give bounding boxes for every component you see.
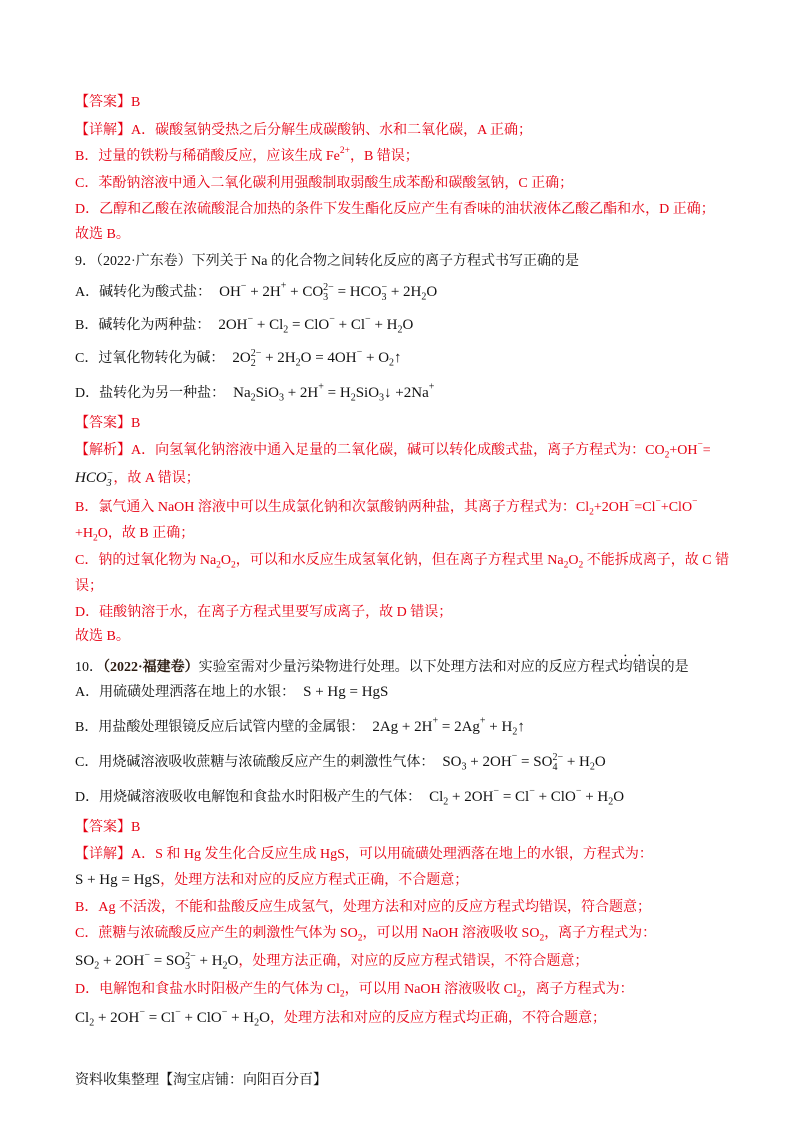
superscript: +	[479, 715, 486, 727]
formula-run: Cl	[75, 1010, 90, 1026]
subscript: 2	[295, 357, 301, 369]
question-10-option-a	[75, 680, 388, 704]
subscript: 2	[608, 796, 614, 808]
superscript: −	[139, 1006, 145, 1018]
text-run: ，处理方法正确，对应的反应方程式错误，不符合题意；	[238, 954, 589, 969]
formula-run: + Cl	[253, 317, 284, 333]
text-run: A．碱转化为酸式盐：	[75, 285, 212, 300]
formula-run: Na	[233, 385, 251, 401]
explanation-line	[75, 949, 588, 973]
text-run: 故选 B。	[75, 227, 130, 242]
subscript: 3	[381, 292, 387, 304]
superscript: −	[655, 496, 661, 507]
analysis-line	[75, 601, 452, 625]
text-run: ，处理方法和对应的反应方程式均正确，不符合题意；	[269, 1011, 606, 1026]
subscript: 2	[421, 291, 427, 303]
subscript: 2	[94, 960, 100, 972]
formula-run: O	[402, 317, 414, 333]
formula-run: + H	[227, 1010, 255, 1026]
formula-run: SO	[442, 754, 462, 770]
formula-run: ↑	[394, 350, 402, 366]
question-9-option-b	[75, 313, 413, 337]
text-run: 实验室需对少量污染物进行处理。以下处理方法和对应的反应方程式	[198, 660, 619, 675]
subscript: 2	[664, 450, 670, 461]
stacked-index-charge	[251, 349, 262, 370]
text-run: C．钠的过氧化物为 Na	[75, 553, 217, 568]
formula-run: + 2H	[246, 284, 281, 300]
superscript: 2−	[323, 281, 334, 293]
superscript: −	[381, 281, 388, 293]
text-run: C．用烧碱溶液吸收蔗糖与浓硫酸反应产生的刺激性气体：	[75, 755, 435, 770]
subscript: 2	[250, 392, 256, 404]
formula-run: + H	[370, 317, 398, 333]
formula-run: = 2Ag	[438, 719, 480, 735]
subscript: 3	[379, 392, 385, 404]
formula-run: SiO	[255, 385, 279, 401]
text-run: 【详解】A．S 和 Hg 发生化合反应生成 HgS，可以用硫磺处理洒落在地上的水银，方程式为：	[75, 847, 653, 862]
stacked-index-charge	[323, 283, 334, 304]
explanation-line	[75, 172, 573, 196]
subscript: 3	[278, 392, 284, 404]
formula-run: + H	[485, 719, 513, 735]
superscript: −	[692, 496, 698, 507]
explanation-line	[75, 978, 634, 1002]
text-run: C．过氧化物转化为碱：	[75, 351, 225, 366]
subscript: 2	[563, 560, 569, 571]
formula-run: SO	[75, 953, 95, 969]
subscript: 2	[443, 796, 449, 808]
formula-run: + 2OH	[99, 953, 145, 969]
superscript: −	[697, 439, 703, 450]
explanation-line	[75, 843, 653, 867]
text-run: （2022·福建卷）	[103, 660, 199, 675]
question-10-option-d	[75, 785, 624, 809]
analysis-line	[75, 549, 729, 573]
formula-run: + 2OH	[466, 754, 512, 770]
subscript: 4	[552, 762, 558, 774]
superscript: −	[365, 313, 371, 325]
stacked-index-charge	[552, 753, 563, 774]
explanation-line	[75, 119, 532, 143]
analysis-line	[75, 575, 103, 599]
subscript: 2	[283, 324, 289, 336]
superscript: −	[144, 949, 150, 961]
question-9-option-d	[75, 381, 434, 405]
text-run: 10．	[75, 660, 103, 675]
text-run: 【答案】B	[75, 820, 141, 835]
analysis-line	[75, 522, 194, 546]
explanation-line	[75, 922, 656, 946]
superscript: −	[493, 785, 500, 797]
subscript: 2	[339, 989, 345, 1000]
explanation-line	[75, 198, 715, 222]
superscript: −	[175, 1006, 181, 1018]
formula-run: Cl	[429, 789, 444, 805]
subscript: 2	[89, 1017, 95, 1029]
superscript: 2+	[339, 145, 350, 156]
subscript: 2	[222, 960, 228, 972]
text-run: 故选 B。	[75, 629, 130, 644]
subscript: 3	[323, 292, 329, 304]
subscript: 2	[231, 560, 236, 571]
formula-run: O	[227, 953, 239, 969]
answer-label	[75, 412, 140, 436]
formula-run: + H	[563, 754, 590, 770]
text-run: ，故 A 错误；	[113, 471, 200, 486]
superscript: −	[221, 1006, 228, 1018]
text-run: D．盐转化为另一种盐：	[75, 386, 226, 401]
text-run: 9．（2022·广东卷）下列关于 Na 的化合物之间转化反应的离子方程式书写正确的是	[75, 254, 579, 269]
formula-run: + 2OH	[94, 1010, 140, 1026]
text-run: ，离子方程式为：	[521, 982, 634, 997]
emphasized-text: 均错误	[618, 660, 661, 675]
formula-run: O	[594, 754, 606, 770]
formula-run: = H	[323, 385, 351, 401]
text-run: B．过量的铁粉与稀硝酸反应，应该生成 Fe	[75, 149, 340, 164]
text-run: 误；	[75, 579, 103, 594]
superscript: 2−	[185, 950, 196, 962]
subscript: 2	[357, 933, 363, 944]
formula-run: + H	[195, 953, 223, 969]
text-run: +2OH	[593, 500, 629, 515]
formula-run: O	[259, 1010, 270, 1026]
analysis-line	[75, 466, 200, 490]
text-run: ，处理方法和对应的反应方程式正确，不合题意；	[160, 873, 469, 888]
text-run: ，可以用 NaOH 溶液吸收 Cl	[344, 982, 517, 997]
formula-run: + Cl	[334, 317, 366, 333]
answer-label	[75, 816, 140, 840]
superscript: +	[318, 381, 324, 393]
formula-run: OH	[219, 284, 241, 300]
text-run: D．用烧碱溶液吸收电解饱和食盐水时阳极产生的气体：	[75, 790, 422, 805]
text-run: =Cl	[634, 500, 656, 515]
subscript: 2	[589, 761, 595, 773]
subscript: 3	[106, 478, 112, 490]
formula-run: O = 4OH	[300, 350, 357, 366]
formula-run: + 2H	[283, 385, 319, 401]
text-run: A．用硫磺处理洒落在地上的水银：	[75, 685, 296, 700]
formula-run: + 2H	[387, 284, 422, 300]
formula-run: O	[613, 789, 625, 805]
text-run: ，B 错误；	[349, 149, 419, 164]
conclusion-line	[75, 625, 130, 649]
text-run: O，故 B 正确；	[97, 526, 195, 541]
text-run: =	[702, 443, 711, 458]
formula-run: + 2OH	[448, 789, 494, 805]
text-run: 【答案】B	[75, 416, 141, 431]
superscript: 2−	[250, 347, 262, 359]
formula-run: + ClO	[534, 789, 576, 805]
subscript: 2	[578, 560, 584, 571]
superscript: −	[575, 785, 582, 797]
question-9-option-c	[75, 346, 402, 370]
subscript: 2	[539, 933, 545, 944]
analysis-line	[75, 496, 697, 520]
formula-run: + O	[362, 350, 390, 366]
superscript: +	[280, 280, 287, 292]
text-run: O	[568, 553, 579, 568]
text-run: D．乙醇和乙酸在浓硫酸混合加热的条件下发生酯化反应产生有香味的油状液体乙酸乙酯和水，D 正确；	[75, 202, 715, 217]
text-run: 【解析】A．向氢氧化钠溶液中通入足量的二氧化碳，碱可以转化成酸式盐，离子方程式为：CO	[75, 443, 665, 458]
formula-run: O	[426, 284, 438, 300]
question-10-option-c	[75, 750, 606, 774]
question-9-option-a	[75, 280, 437, 304]
superscript: 2−	[552, 751, 564, 763]
text-run: +H	[75, 526, 94, 541]
formula-run: = SO	[149, 953, 186, 969]
analysis-line	[75, 439, 711, 463]
text-run: B．碱转化为两种盐：	[75, 318, 211, 333]
formula-run: S + Hg = HgS	[303, 684, 389, 700]
question-10-stem	[75, 652, 689, 676]
subscript: 2	[389, 357, 395, 369]
superscript: +	[428, 381, 435, 393]
text-run: C．蔗糖与浓硫酸反应产生的刺激性气体为 SO	[75, 926, 358, 941]
answer-label	[75, 91, 140, 115]
formula-run: S + Hg = HgS	[75, 872, 161, 888]
superscript: −	[356, 346, 363, 358]
text-run: B．Ag 不活泼，不能和盐酸反应生成氢气，处理方法和对应的反应方程式均错误，符合题意；	[75, 900, 651, 915]
text-run: B．用盐酸处理银镜反应后试管内壁的金属银：	[75, 720, 365, 735]
text-run: 【详解】A．碳酸氢钠受热之后分解生成碳酸钠、水和二氧化碳，A 正确；	[75, 123, 532, 138]
explanation-line	[75, 1006, 606, 1030]
superscript: −	[240, 280, 247, 292]
subscript: 3	[185, 961, 191, 973]
question-9-stem	[75, 250, 579, 274]
subscript: 2	[216, 560, 221, 571]
formula-run: + 2H	[261, 350, 296, 366]
text-run: ，离子方程式为：	[544, 926, 657, 941]
subscript: 2	[589, 507, 594, 518]
subscript: 3	[461, 761, 467, 773]
formula-run: = ClO	[288, 317, 330, 333]
superscript: −	[329, 313, 335, 325]
formula-run: = Cl	[499, 789, 530, 805]
formula-run: ↑	[517, 719, 525, 735]
formula-run: = Cl	[144, 1010, 176, 1026]
formula-run: ↓ +2Na	[384, 385, 429, 401]
subscript: 2	[512, 726, 518, 738]
explanation-line	[75, 896, 651, 920]
superscript: −	[511, 750, 518, 762]
question-10-option-b	[75, 715, 525, 739]
text-run: 的是	[660, 660, 689, 675]
formula-run: + ClO	[180, 1010, 222, 1026]
text-run: B．氯气通入 NaOH 溶液中可以生成氯化钠和次氯酸钠两种盐，其离子方程式为：Cl	[75, 500, 590, 515]
stacked-index-charge	[185, 952, 196, 973]
text-run: O	[220, 553, 232, 568]
subscript: 2	[516, 989, 522, 1000]
formula-run: = SO	[517, 754, 553, 770]
formula-run: + CO	[286, 284, 324, 300]
formula-run: = HCO	[333, 284, 382, 300]
text-run: C．苯酚钠溶液中通入二氧化碳利用强酸制取弱酸生成苯酚和碳酸氢钠，C 正确；	[75, 176, 574, 191]
formula-run: 2O	[232, 350, 251, 366]
explanation-line	[75, 868, 468, 892]
superscript: −	[529, 785, 535, 797]
subscript: 2	[250, 358, 256, 370]
formula-run: 2Ag + 2H	[372, 719, 433, 735]
conclusion-line	[75, 223, 130, 247]
subscript: 2	[93, 533, 98, 544]
superscript: −	[247, 313, 254, 325]
footer-source: 资料收集整理【淘宝店铺：向阳百分百】	[75, 1073, 327, 1088]
text-run: 不能拆成离子，故 C 错	[583, 553, 730, 568]
text-run: ，可以和水反应生成氢氧化钠，但在离子方程式里 Na	[235, 553, 564, 568]
explanation-line	[75, 145, 419, 169]
text-run: ，可以用 NaOH 溶液吸收 SO	[362, 926, 540, 941]
text-run: D．硅酸钠溶于水，在离子方程式里要写成离子，故 D 错误；	[75, 605, 453, 620]
formula-run: SiO	[355, 385, 380, 401]
text-run: 【答案】B	[75, 95, 141, 110]
formula-run: 2OH	[218, 317, 248, 333]
subscript: 2	[350, 392, 356, 404]
subscript: 2	[254, 1017, 260, 1029]
text-run: +ClO	[660, 500, 693, 515]
text-run: D．电解饱和食盐水时阳极产生的气体为 Cl	[75, 982, 340, 997]
formula-run: + H	[581, 789, 609, 805]
text-run: +OH	[669, 443, 698, 458]
superscript: +	[432, 715, 439, 727]
formula-run: HCO	[75, 470, 107, 486]
superscript: −	[106, 467, 114, 479]
superscript: −	[628, 496, 635, 507]
subscript: 2	[397, 324, 403, 336]
